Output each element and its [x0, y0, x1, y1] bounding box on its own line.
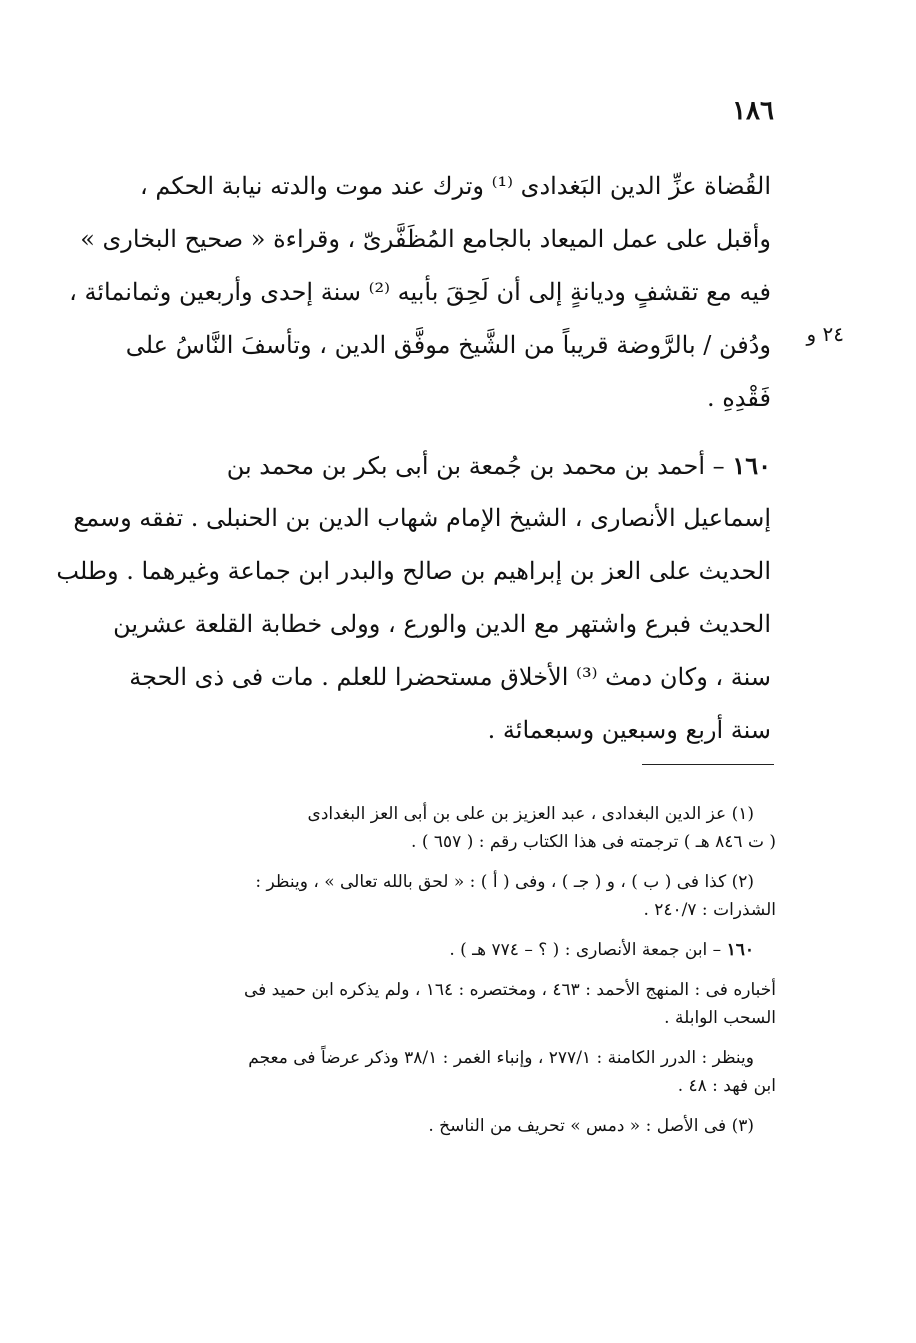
paragraph-continuation: [69, 160, 771, 425]
footnote-entry-160-heading: [100, 936, 776, 964]
page-number: ١٨٦: [732, 96, 774, 126]
footnote-line: ابن فهد : ٤٨ .: [677, 1076, 776, 1096]
footnote-1: [100, 800, 776, 856]
text-line: فيه مع تقشفٍ وديانةٍ إلى أن لَحِقَ بأبيه ⁽²⁾ سنة إحدى وأربعين وثمانمائة ،: [69, 278, 771, 306]
footnote-line: السحب الوابلة .: [664, 1008, 776, 1028]
footnote-line: أخباره فى : المنهج الأحمد : ٤٦٣ ، ومختصره : ١٦٤ ، ولم يذكره ابن حميد فى: [243, 980, 776, 1000]
entry-heading-text: – أحمد بن محمد بن جُمعة بن أبى بكر بن محمد بن: [226, 452, 725, 480]
footnote-3: (٣) فى الأصل : « دمس » تحريف من الناسخ .: [428, 1116, 754, 1136]
footnote-separator: [642, 764, 774, 765]
footnote-2: [100, 868, 776, 924]
footnote-line: (٢) كذا فى ( ب ) ، و ( جـ ) ، وفى ( أ ) : « لحق بالله تعالى » ، وينظر :: [255, 872, 754, 892]
text-line: الحديث فبرع واشتهر مع الدين والورع ، وولى خطابة القلعة عشرين: [113, 610, 771, 638]
footnote-entry-160-see-also: [100, 1044, 776, 1100]
text-line: سنة أربع وسبعين وسبعمائة .: [487, 716, 771, 744]
text-line: القُضاة عزِّ الدين البَغدادى ⁽¹⁾ وترك عند موت والدته نيابة الحكم ،: [139, 172, 771, 200]
footnote-line: الشذرات : ٢٤٠/٧ .: [643, 900, 776, 920]
footnotes: [100, 800, 776, 1152]
main-text: [56, 160, 771, 757]
text-line: وأقبل على عمل الميعاد بالجامع المُظَفَّرىّ ، وقراءة « صحيح البخارى »: [80, 225, 771, 253]
biography-entry-160: [56, 439, 771, 757]
entry-number: ١٦٠: [732, 451, 771, 480]
entry-first-line: [111, 439, 771, 492]
footnote-entry-160-sources: [100, 976, 776, 1032]
text-line: فَقْدِهِ .: [706, 384, 771, 412]
manuscript-folio-marker: ٢٤ و: [806, 322, 844, 346]
text-line: سنة ، وكان دمث ⁽³⁾ الأخلاق مستحضرا للعلم . مات فى ذى الحجة: [129, 663, 771, 691]
text-line: إسماعيل الأنصارى ، الشيخ الإمام شهاب الدين بن الحنبلى . تفقه وسمع: [73, 504, 771, 532]
text-line: ودُفن / بالرَّوضة قريباً من الشَّيخ موفَّق الدين ، وتأسفَ النَّاسُ على: [125, 331, 771, 359]
footnote-line: وينظر : الدرر الكامنة : ٢٧٧/١ ، وإنباء الغمر : ٣٨/١ وذكر عرضاً فى معجم: [248, 1048, 754, 1068]
footnote-line: (١) عز الدين البغدادى ، عبد العزيز بن على بن أبى العز البغدادى: [307, 804, 754, 824]
footnote-entry-heading: – ابن جمعة الأنصارى : ( ؟ – ٧٧٤ هـ ) .: [449, 940, 722, 960]
footnote-line: ( ت ٨٤٦ هـ ) ترجمته فى هذا الكتاب رقم : ( ٦٥٧ ) .: [411, 832, 776, 852]
text-line: الحديث على العز بن إبراهيم بن صالح والبدر ابن جماعة وغيرهما . وطلب: [56, 557, 771, 585]
footnote-entry-number: ١٦٠: [726, 940, 754, 960]
